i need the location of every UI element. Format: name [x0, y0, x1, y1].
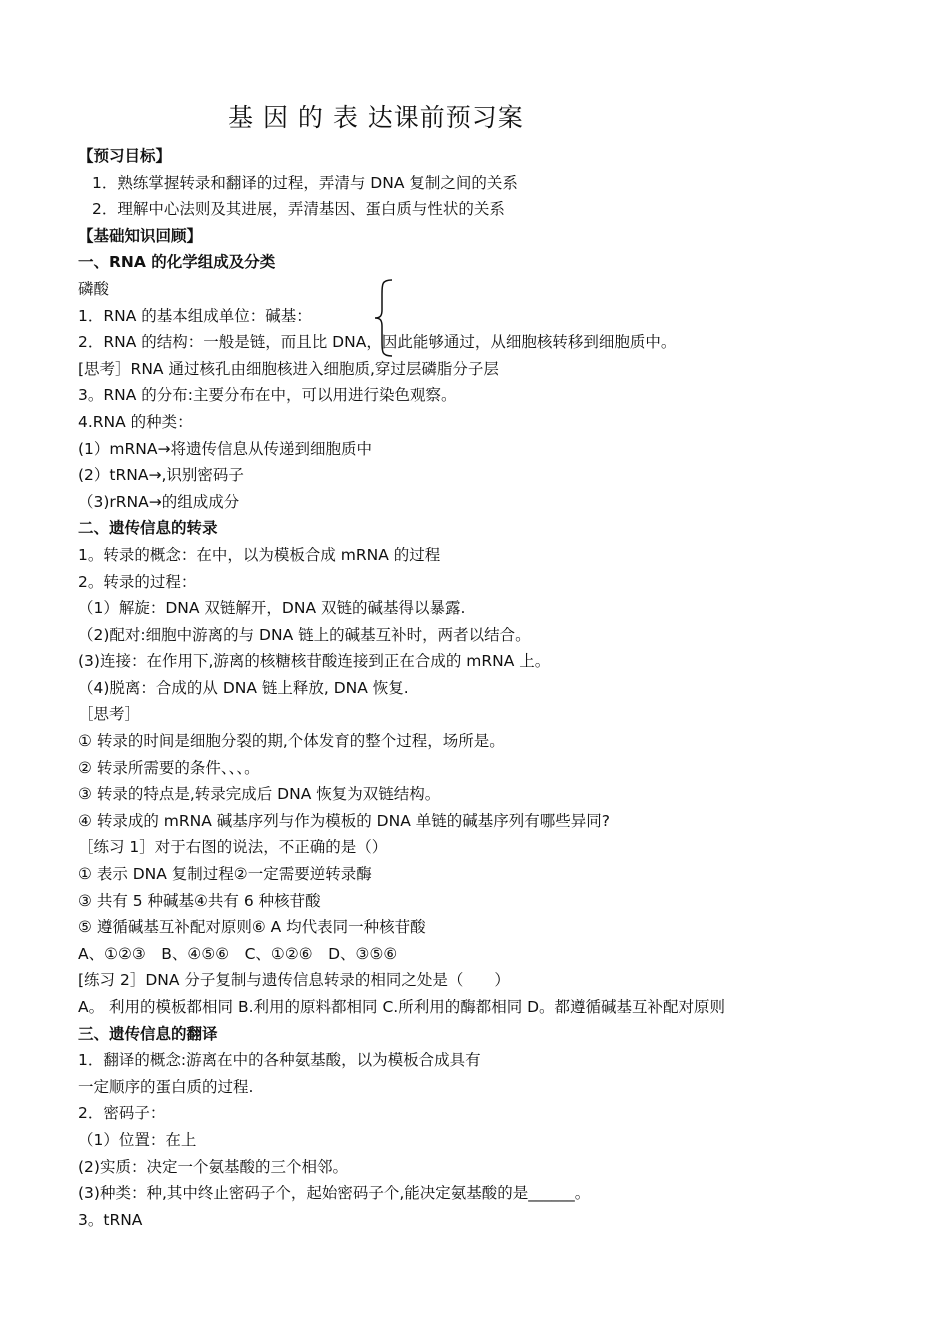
goal-item: 1．熟练掌握转录和翻译的过程，弄清与 DNA 复制之间的关系	[92, 173, 518, 192]
section-heading-transcription: 二、遗传信息的转录	[78, 519, 218, 538]
text-line: ④ 转录成的 mRNA 碱基序列与作为模板的 DNA 单链的碱基序列有哪些异同?	[78, 811, 610, 830]
section-heading-goals: 【预习目标】	[78, 147, 172, 165]
exercise-2: [练习 2］DNA 分子复制与遗传信息转录的相同之处是（ ）	[78, 971, 510, 990]
page-title: 基 因 的 表 达课前预习案	[228, 103, 524, 132]
text-line: (3)种类：种,其中终止密码子个，起始密码子个,能决定氨基酸的是______。	[78, 1184, 591, 1203]
text-line: 2．密码子：	[78, 1104, 166, 1123]
text-line: 3。RNA 的分布:主要分布在中，可以用进行染色观察。	[78, 386, 457, 405]
text-line: 一定顺序的蛋白质的过程.	[78, 1077, 254, 1096]
text-line: ② 转录所需要的条件、、、。	[78, 758, 260, 777]
text-line: (3)连接：在作用下,游离的核糖核苷酸连接到正在合成的 mRNA 上。	[78, 652, 551, 671]
text-line: 1．翻译的概念:游离在中的各种氨基酸，以为模板合成具有	[78, 1051, 481, 1070]
text-line: （1）位置：在上	[78, 1130, 197, 1149]
text-line: 1．RNA 的基本组成单位：碱基：	[78, 306, 312, 325]
section-heading-rna: 一、RNA 的化学组成及分类	[78, 253, 276, 272]
text-line: 1。转录的概念：在中，以为模板合成 mRNA 的过程	[78, 545, 441, 564]
text-line: 4.RNA 的种类：	[78, 412, 193, 431]
text-line: [思考］RNA 通过核孔由细胞核进入细胞质,穿过层磷脂分子层	[78, 359, 499, 378]
text-line: ③ 共有 5 种碱基④共有 6 种核苷酸	[78, 891, 321, 910]
text-line: (2)实质：决定一个氨基酸的三个相邻。	[78, 1157, 348, 1176]
text-line: （2)配对:细胞中游离的与 DNA 链上的碱基互补时，两者以结合。	[78, 625, 531, 644]
exercise-1: ［练习 1］对于右图的说法，不正确的是（）	[78, 838, 388, 857]
text-line: ③ 转录的特点是,转录完成后 DNA 恢复为双链结构。	[78, 785, 441, 804]
text-line: (1）mRNA→将遗传信息从传递到细胞质中	[78, 439, 372, 458]
text-line: （1）解旋：DNA 双链解开，DNA 双链的碱基得以暴露.	[78, 599, 466, 618]
text-line: ① 转录的时间是细胞分裂的期,个体发育的整个过程，场所是。	[78, 732, 505, 751]
text-line: ① 表示 DNA 复制过程②一定需要逆转录酶	[78, 865, 372, 884]
goal-item: 2．理解中心法则及其进展，弄清基因、蛋白质与性状的关系	[92, 200, 505, 219]
text-line: （4)脱离：合成的从 DNA 链上释放, DNA 恢复.	[78, 678, 409, 697]
text-line: 3。tRNA	[78, 1210, 143, 1229]
answer-options: A、①②③ B、④⑤⑥ C、①②⑥ D、③⑤⑥	[78, 944, 398, 963]
text-line: ⑤ 遵循碱基互补配对原则⑥ A 均代表同一种核苷酸	[78, 918, 426, 937]
text-line: 磷酸	[78, 279, 110, 298]
text-line: 2．RNA 的结构：一般是链，而且比 DNA，因此能够通过，从细胞核转移到细胞质中。	[78, 333, 677, 352]
text-line: (2）tRNA→,识别密码子	[78, 466, 244, 485]
section-heading-translation: 三、遗传信息的翻译	[78, 1024, 218, 1043]
text-line: 2。转录的过程：	[78, 572, 197, 591]
document-body	[78, 143, 928, 1233]
text-line: ［思考］	[78, 705, 141, 724]
text-line: （3)rRNA→的组成成分	[78, 492, 240, 511]
section-heading-review: 【基础知识回顾】	[78, 226, 203, 245]
answer-options: A。 利用的模板都相同 B.利用的原料都相同 C.所利用的酶都相同 D。都遵循碱基互补配对原则	[78, 998, 726, 1016]
